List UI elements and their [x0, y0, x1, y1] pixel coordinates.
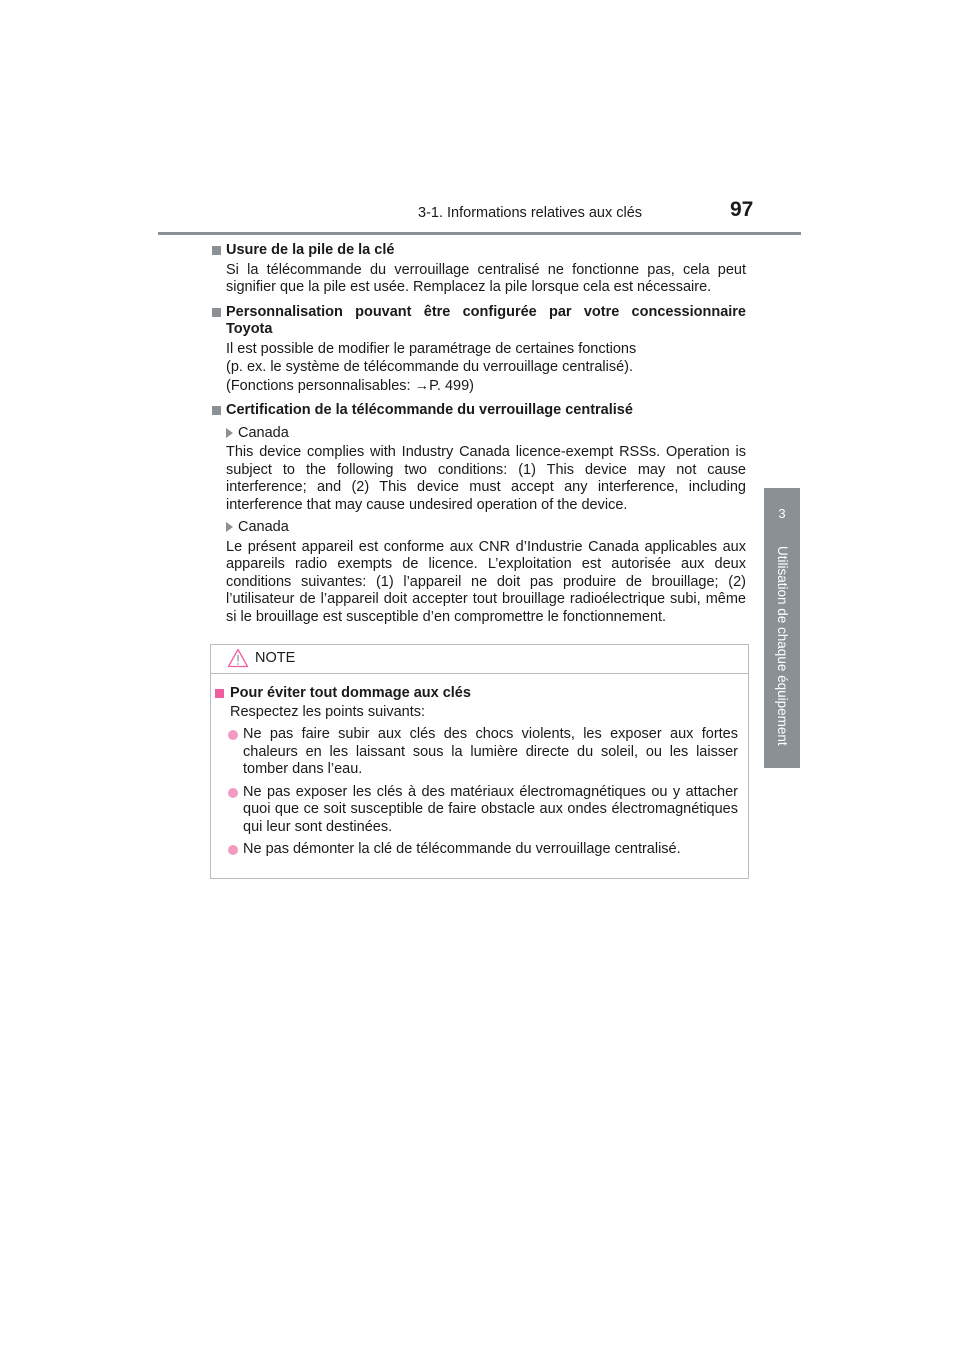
- region-label-text: Canada: [238, 519, 289, 535]
- section-heading: [212, 304, 746, 339]
- note-heading-text: Pour éviter tout dommage aux clés: [230, 685, 471, 701]
- list-item: [211, 726, 744, 779]
- note-intro: Respectez les points suivants:: [230, 703, 426, 720]
- warning-icon: [227, 648, 249, 668]
- list-item-text: Ne pas exposer les clés à des matériaux électromagnétiques ou y attacher quoi que ce soit susceptible de faire obstacle aux ondes électromagnétiques qui leur sont destinées.: [243, 783, 738, 835]
- list-item: [211, 784, 744, 837]
- note-body: [211, 685, 744, 859]
- certification-text-en: This device complies with Industry Canada licence-exempt RSSs. Operation is subject to the following two conditions: (1) This device may not cause interference; and (2) This device must accept any interference, including interference that may cause undesired operation of the device.: [226, 444, 746, 513]
- round-bullet-icon: [228, 845, 238, 855]
- note-box: [210, 644, 749, 879]
- certification-text-fr: Le présent appareil est conforme aux CNR d’Industrie Canada applicables aux appareils radio exempts de licence. L’exploitation est autorisée aux deux conditions suivantes: (1) l’appareil ne doit pas produire de brouillage; (2) l’utilisateur de l’appareil doit accepter tout brouillage radioélectrique subi, même si le brouillage est susceptible d’en compromettre le fonctionnement.: [226, 538, 746, 625]
- round-bullet-icon: [228, 730, 238, 740]
- chapter-label: Utilisation de chaque équipement: [775, 546, 790, 746]
- triangle-arrow-icon: [226, 428, 233, 438]
- section-body-line: (p. ex. le système de télécommande du verrouillage centralisé).: [226, 359, 633, 375]
- round-bullet-icon: [228, 788, 238, 798]
- section-heading: [212, 242, 746, 260]
- header-rule: [158, 232, 801, 235]
- region-label: [212, 519, 746, 537]
- main-content: [212, 242, 746, 626]
- section-title: 3-1. Informations relatives aux clés: [418, 205, 643, 221]
- note-header: [211, 645, 748, 674]
- region-label: [212, 425, 746, 443]
- region-label-text: Canada: [238, 424, 289, 441]
- note-title: NOTE: [255, 650, 296, 666]
- list-item-text: Ne pas faire subir aux clés des chocs violents, les exposer aux fortes chaleurs en les laissant sous la lumière directe du soleil, ou les laisser tomber dans l’eau.: [243, 726, 738, 777]
- section-heading-text: Usure de la pile de la clé: [226, 242, 395, 258]
- section-body: Si la télécommande du verrouillage centralisé ne fonctionne pas, cela peut signifier que la pile est usée. Remplacez la pile lorsque cela est nécessaire.: [226, 261, 746, 295]
- square-bullet-icon: [212, 246, 221, 255]
- section-heading-text: Certification de la télécommande du verrouillage centralisé: [226, 402, 633, 418]
- section-heading: [212, 402, 746, 420]
- chapter-tab: [764, 488, 800, 768]
- triangle-arrow-icon: [226, 522, 233, 532]
- section-body-line: (Fonctions personnalisables: →P. 499): [226, 377, 474, 394]
- square-bullet-icon: [215, 689, 224, 698]
- note-heading: [211, 685, 744, 703]
- section-body-line: Il est possible de modifier le paramétrage de certaines fonctions: [226, 340, 637, 357]
- list-item: [211, 841, 744, 859]
- square-bullet-icon: [212, 308, 221, 317]
- square-bullet-icon: [212, 406, 221, 415]
- chapter-number: 3: [778, 506, 786, 521]
- section-heading-text: Personnalisation pouvant être configurée par votre concessionnaire Toyota: [226, 303, 746, 337]
- page-number: 97: [730, 198, 754, 221]
- list-item-text: Ne pas démonter la clé de télécommande du verrouillage centralisé.: [243, 841, 681, 857]
